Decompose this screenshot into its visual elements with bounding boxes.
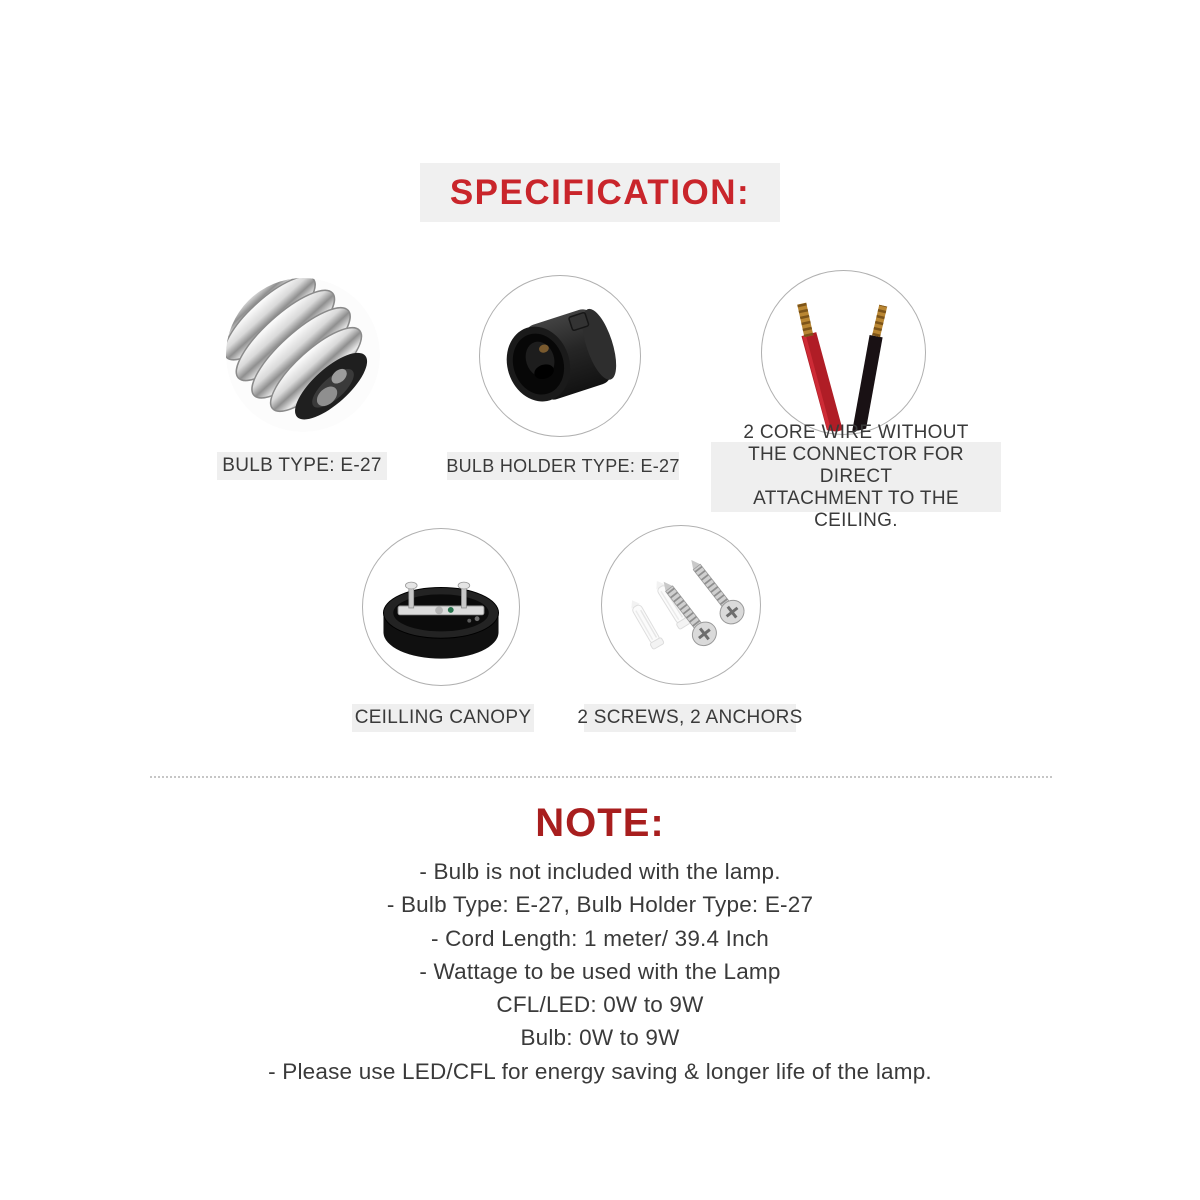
two-core-wire-icon <box>762 271 925 434</box>
note-line: Bulb: 0W to 9W <box>520 1025 680 1051</box>
ceiling-canopy-icon <box>363 529 519 685</box>
note-heading: NOTE: <box>535 801 665 845</box>
screws-anchors-photo <box>601 525 761 685</box>
note-line: CFL/LED: 0W to 9W <box>496 992 704 1018</box>
note-line: - Bulb Type: E-27, Bulb Holder Type: E-27 <box>386 892 814 918</box>
screws-anchors-icon <box>602 526 760 684</box>
two-core-wire-photo <box>761 270 926 435</box>
specification-title-bar <box>420 163 780 222</box>
screws-anchors-label: 2 SCREWS, 2 ANCHORS <box>584 704 796 732</box>
note-line: - Please use LED/CFL for energy saving & longer life of the lamp. <box>268 1058 932 1084</box>
two-core-wire-label-line3: ATTACHMENT TO THE CEILING. <box>753 488 959 531</box>
note-line: - Cord Length: 1 meter/ 39.4 Inch <box>430 925 770 951</box>
bulb-base-photo <box>225 277 381 433</box>
note-line: - Bulb is not included with the lamp. <box>419 859 781 884</box>
note-line: - Wattage to be used with the Lamp <box>419 958 781 984</box>
bulb-type-label: BULB TYPE: E-27 <box>217 452 387 480</box>
note-list <box>0 855 1200 1088</box>
ceiling-canopy-label: CEILLING CANOPY <box>352 704 534 732</box>
bulb-holder-icon <box>480 276 640 436</box>
two-core-wire-label <box>711 422 1001 531</box>
bulb-holder-type-label: BULB HOLDER TYPE: E-27 <box>447 452 679 480</box>
bulb-holder-photo <box>479 275 641 437</box>
two-core-wire-label-line2: THE CONNECTOR FOR DIRECT <box>748 444 964 487</box>
dotted-divider <box>150 776 1052 778</box>
two-core-wire-label-line1: 2 CORE WIRE WITHOUT <box>743 422 969 443</box>
specification-title: SPECIFICATION: <box>449 172 751 212</box>
e27-bulb-screw-base-icon <box>225 277 381 433</box>
ceiling-canopy-photo <box>362 528 520 686</box>
